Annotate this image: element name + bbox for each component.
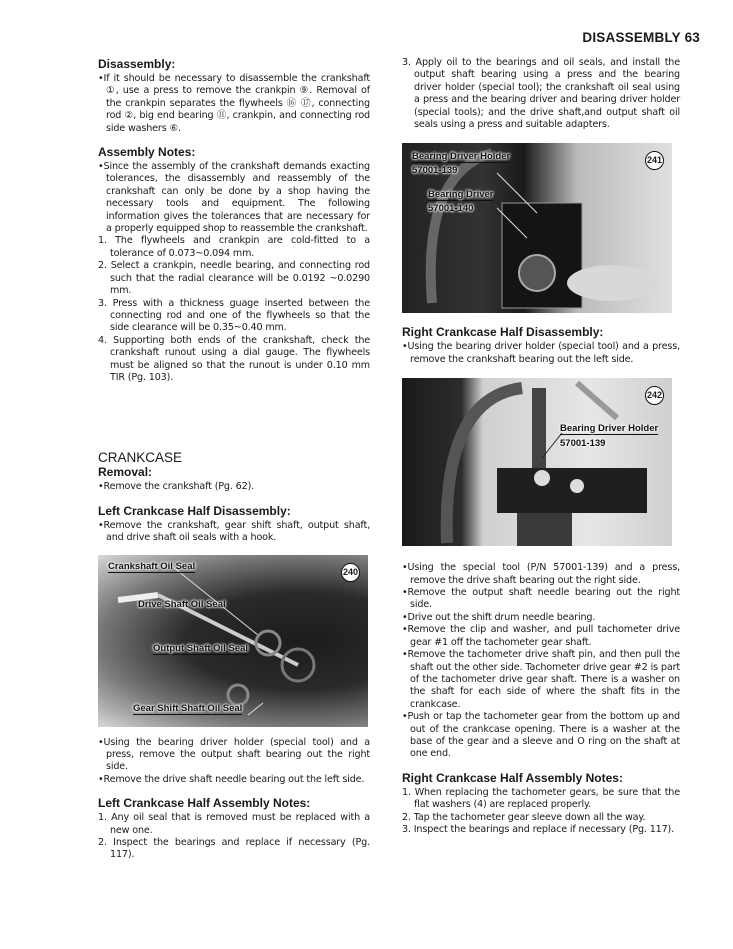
- assembly-item: 4. Supporting both ends of the crankshaft, check the crankshaft runout using a dial gauge. The flywheels must be aligned so that the runout is under 0.10 mm TIR (Pg. 103).: [98, 334, 370, 383]
- assembly-item-3: 3. Apply oil to the bearings and oil seals, and install the output shaft bearing using a press and the bearing driver holder (special tool); the crankshaft oil seal using a press and the bearing driver and bearing driver holder (special tools); and the drive shaft,and output shaft oil seals using a press and suitable adapters.: [402, 57, 680, 131]
- right-crankcase-disassembly-text: •Using the bearing driver holder (special tool) and a press, remove the crankshaft bearing out the left side.: [402, 341, 680, 365]
- figure-label: 57001-139: [412, 165, 458, 177]
- figure-242-leader-lines: [402, 378, 672, 546]
- assembly-bullet: •Since the assembly of the crankshaft demands exacting tolerances, the disassembly and reassembly of the crankshaft can only be done by a shop having the necessary tools and equipment. The following information gives the tolerances that are necessary for a properly equipped shop to reassemble the crankshaft.: [98, 161, 370, 235]
- assembly-item: 2. Select a crankpin, needle bearing, and connecting rod such that the radial clearance will be 0.0192 ~0.0290 mm.: [98, 260, 370, 297]
- right-crankcase-assembly-item: 3. Inspect the bearings and replace if necessary (Pg. 117).: [402, 823, 675, 835]
- left-crankcase-assembly-item: 2. Inspect the bearings and replace if necessary (Pg. 117).: [98, 837, 370, 861]
- figure-label: 57001-140: [428, 203, 474, 215]
- figure-242-photo: [402, 378, 672, 546]
- disassembly-heading: Disassembly:: [98, 57, 176, 71]
- right-bullet: •Using the special tool (P/N 57001-139) and a press, remove the drive shaft bearing out the right side.: [402, 562, 680, 586]
- figure-240-photo: [98, 555, 368, 727]
- assembly-notes-heading: Assembly Notes:: [98, 145, 196, 160]
- figure-240-leader-lines: [98, 555, 368, 727]
- left-column: [98, 57, 370, 862]
- figure-label: Gear Shift Shaft Oil Seal: [133, 702, 243, 714]
- disassembly-text: •If it should be necessary to disassemble the crankshaft ①, use a press to remove the crankpin ⑨. Removal of the crankpin separates the flywheels ⑯ ⑰, connecting rod ②, big end bearing ⑪, crankpin, and connecting rod side washers ⑥.: [98, 73, 370, 134]
- left-crankcase-assembly-item: 1. Any oil seal that is removed must be replaced with a new one.: [98, 812, 370, 836]
- figure-number-badge: 240: [341, 563, 360, 582]
- page-header: DISASSEMBLY 63: [582, 30, 700, 45]
- left-crankcase-assembly-heading: Left Crankcase Half Assembly Notes:: [98, 796, 311, 811]
- removal-heading: Removal:: [98, 465, 153, 480]
- after-figure-bullet: •Using the bearing driver holder (special tool) and a press, remove the output shaft bearing out the right side.: [98, 736, 370, 773]
- figure-number-badge: 242: [645, 386, 664, 405]
- left-crankcase-disassembly-text: •Remove the crankshaft, gear shift shaft, output shaft, and drive shaft oil seals with a hook.: [98, 519, 370, 544]
- crankcase-heading: CRANKCASE: [98, 450, 183, 466]
- after-figure-bullet: •Remove the drive shaft needle bearing out the left side.: [98, 773, 365, 785]
- right-bullet: •Drive out the shift drum needle bearing.: [402, 611, 596, 623]
- right-bullet: •Push or tap the tachometer gear from the bottom up and out of the crankcase opening. There is a washer at the base of the gear and a sleeve and O ring on the shaft at one end.: [402, 711, 680, 760]
- right-crankcase-assembly-item: 2. Tap the tachometer gear sleeve down all the way.: [402, 811, 646, 823]
- figure-number-badge: 241: [645, 151, 664, 170]
- removal-text: •Remove the crankshaft (Pg. 62).: [98, 481, 255, 493]
- figure-label: Bearing Driver Holder: [560, 423, 659, 435]
- right-crankcase-assembly-item: 1. When replacing the tachometer gears, be sure that the flat washers (4) are replaced properly.: [402, 786, 680, 811]
- right-crankcase-assembly-heading: Right Crankcase Half Assembly Notes:: [402, 770, 623, 785]
- left-crankcase-disassembly-heading: Left Crankcase Half Disassembly:: [98, 503, 291, 518]
- assembly-item: 3. Press with a thickness guage inserted between the connecting rod and one of the flywheels so that the side clearance will be 0.35~0.40 mm.: [98, 297, 370, 334]
- right-column: [402, 57, 680, 836]
- right-crankcase-disassembly-heading: Right Crankcase Half Disassembly:: [402, 325, 604, 340]
- figure-label: Bearing Driver Holder: [412, 151, 511, 163]
- right-bullet: •Remove the output shaft needle bearing out the right side.: [402, 587, 680, 611]
- figure-241-photo: [402, 143, 672, 313]
- figure-label: Drive Shaft Oil Seal: [138, 598, 226, 610]
- right-bullet: •Remove the clip and washer, and pull tachometer drive gear #1 off the tachometer gear shaft.: [402, 624, 680, 648]
- right-bullet: •Remove the tachometer drive shaft pin, and then pull the shaft out the other side. Tachometer drive gear #2 is part of the tachometer drive gear shaft. There is a washer on the shaft for each side of where the shaft fits in the crankcase.: [402, 649, 680, 710]
- assembly-item: 1. The flywheels and crankpin are cold-fitted to a tolerance of 0.073~0.094 mm.: [98, 235, 370, 259]
- figure-label: Bearing Driver: [428, 189, 494, 201]
- figure-label: Crankshaft Oil Seal: [108, 560, 196, 572]
- figure-label: Output Shaft Oil Seal: [153, 642, 249, 654]
- figure-label: 57001-139: [560, 438, 606, 450]
